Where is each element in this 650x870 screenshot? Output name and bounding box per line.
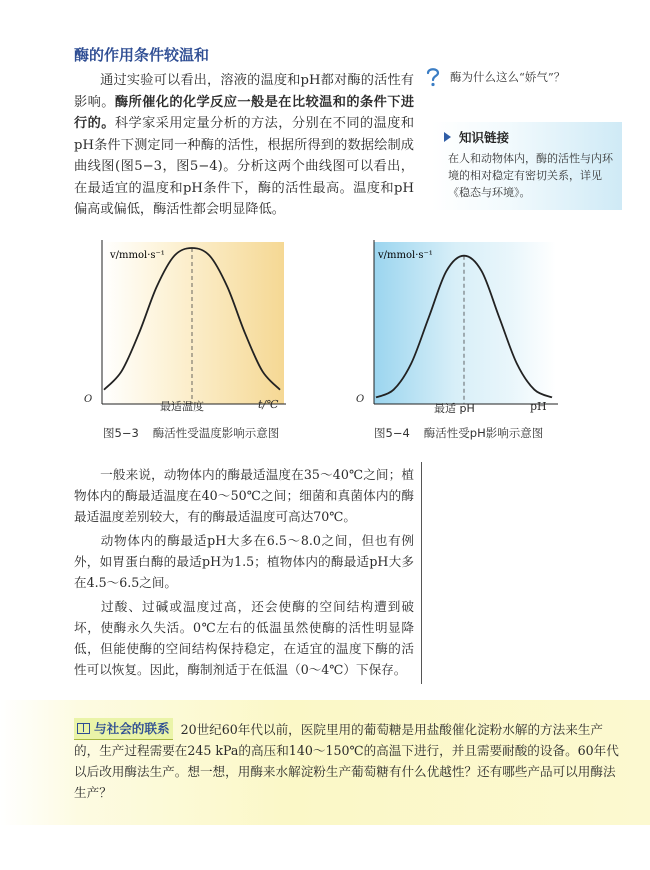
paragraph-text: 过酸、过碱或温度过高，还会使酶的空间结构遭到破坏，使酶永久失活。0℃左右的低温虽然使酶的活性明显降低，但能使酶的空间结构保持稳定，在适宜的温度下酶的活性可以恢复。因此，酶制剂适于在低温（0～4℃）下保存。 (74, 599, 414, 677)
intro-bold-statement: 酶所催化的化学反应一般是在比较温和的条件下进行的。 (74, 94, 415, 131)
data-point-9 (261, 370, 263, 372)
data-point-1 (120, 370, 122, 372)
data-point-2 (410, 362, 412, 364)
x-axis-label: pH (530, 400, 547, 413)
data-point-4 (173, 255, 175, 257)
book-icon (77, 723, 90, 734)
chart-ph (356, 236, 567, 416)
data-point-5 (191, 247, 193, 249)
sidebar-question (424, 66, 624, 88)
section-title: 酶的作用条件较温和 (74, 46, 210, 64)
paragraph-text: 动物体内的酶最适pH大多在6.5～8.0之间，但也有例外，如胃蛋白酶的最适pH为1.5；植物体内的酶最适pH大多在4.5～6.5之间。 (74, 533, 414, 590)
origin-label: O (84, 394, 93, 405)
intro-paragraph (74, 70, 414, 221)
data-point-8 (516, 362, 518, 364)
knowledge-link-text: 在人和动物体内，酶的活性与内环境的相对稳定有密切关系，详见《稳态与环境》。 (448, 152, 613, 199)
data-point-1 (392, 388, 394, 390)
society-connection-body: 20世纪60年代以前，医院里用的葡萄糖是用盐酸催化淀粉水解的方法来生产的，生产过程需要在245 kPa的高压和140～150℃的高温下进行，并且需要耐酸的设备。60年代以后改用酶法生产。想一想，用酶来水解淀粉生产葡萄糖有什么优越性？还有哪些产品可以用酶法生产？ (74, 722, 619, 800)
y-axis-label: v/mmol·s⁻¹ (378, 250, 433, 261)
figure-number: 图5−3 (103, 426, 139, 440)
chart-temperature-svg (90, 236, 295, 416)
data-point-9 (533, 388, 535, 390)
data-point-7 (498, 316, 500, 318)
data-point-6 (480, 270, 482, 272)
intro-text-2: 科学家采用定量分析的方法，分别在不同的温度和pH条件下测定同一种酶的活性，根据所得到的数据绘制成曲线图(图5−3，图5−4)。分析这两个曲线图可以看出，在最适宜的温度和pH条件下，酶的活性最高。温度和pH偏高或偏低，酶活性都会明显降低。 (74, 116, 415, 217)
figure-caption-5-3 (103, 425, 279, 441)
knowledge-link-title-text: 知识链接 (459, 130, 510, 145)
data-point-5 (463, 255, 465, 257)
data-point-10 (551, 396, 553, 398)
data-point-6 (208, 255, 210, 257)
figure-caption-5-4 (374, 425, 543, 441)
chart-background (102, 242, 284, 404)
data-point-7 (226, 285, 228, 287)
figure-title: 酶活性受温度影响示意图 (152, 426, 280, 440)
paragraph-optimal-ph (74, 530, 414, 593)
y-axis-label: v/mmol·s⁻¹ (110, 250, 165, 261)
society-connection-text (74, 718, 622, 803)
data-point-3 (156, 285, 158, 287)
knowledge-link-box (432, 122, 622, 210)
sidebar-question-text: 酶为什么这么“娇气”？ (450, 70, 566, 84)
knowledge-link-title (444, 128, 616, 146)
society-connection-label-text: 与社会的联系 (94, 721, 170, 736)
data-point-4 (445, 270, 447, 272)
question-mark-icon (424, 66, 442, 88)
chart-ph-svg (362, 236, 567, 416)
margin-rule (421, 462, 422, 684)
figure-number: 图5−4 (374, 426, 410, 440)
data-point-10 (279, 388, 281, 390)
paragraph-enzyme-storage (74, 596, 414, 680)
data-point-0 (375, 396, 377, 398)
paragraph-optimal-temperature (74, 464, 414, 527)
x-axis-label: t/℃ (258, 398, 279, 411)
optimum-label: 最适温度 (160, 400, 204, 413)
origin-label: O (356, 394, 365, 405)
triangle-bullet-icon (444, 132, 451, 142)
chart-temperature (84, 236, 295, 416)
data-point-3 (428, 316, 430, 318)
intro-text-1: 通过实验可以看出，溶液的温度和pH都对酶的活性有影响。 (74, 73, 414, 110)
figure-title: 酶活性受pH影响示意图 (423, 426, 544, 440)
data-point-2 (138, 332, 140, 334)
society-connection-label (74, 718, 173, 740)
data-point-0 (103, 388, 105, 390)
optimum-label: 最适 pH (434, 402, 475, 415)
paragraph-text: 一般来说，动物体内的酶最适温度在35～40℃之间；植物体内的酶最适温度在40～50℃之间；细菌和真菌体内的酶最适温度差别较大，有的酶最适温度可高达70℃。 (74, 467, 414, 524)
data-point-8 (244, 332, 246, 334)
